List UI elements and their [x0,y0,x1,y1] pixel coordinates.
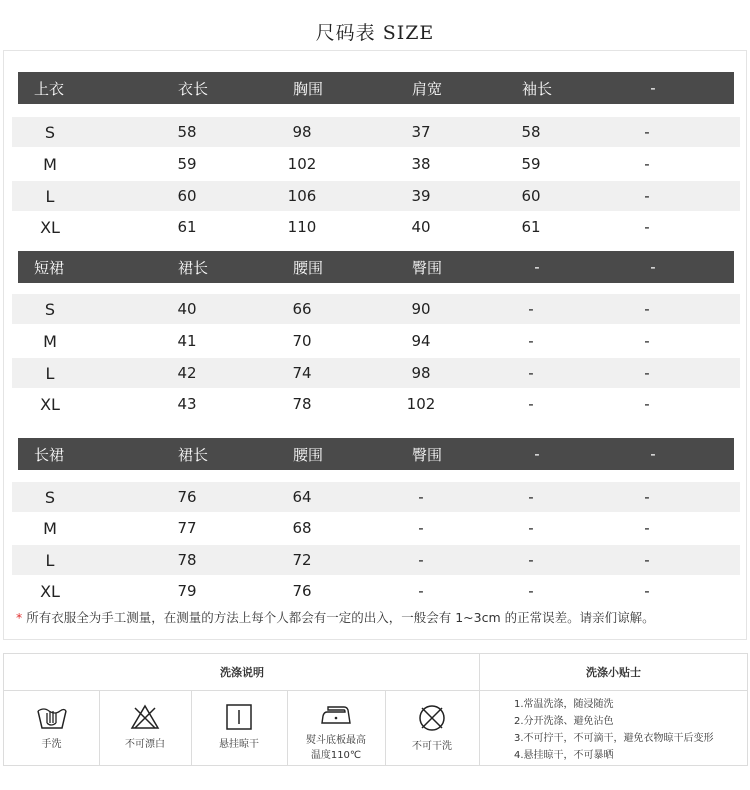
table-cell: - [418,488,424,506]
no-dry-clean-icon [417,703,447,733]
table-cell: - [418,582,424,600]
list-item: 4.悬挂晾干，不可暴晒 [514,750,614,761]
header-col-3: 肩宽 [411,79,442,98]
table-cell: - [644,332,650,350]
list-item: 3.不可拧干，不可滴干，避免衣物晾干后变形 [514,733,714,744]
table-cell: 68 [292,519,312,537]
table-cell: - [644,364,650,382]
table-cell: 64 [292,488,312,506]
table-cell: 77 [177,519,197,537]
care-item-no-bleach [99,691,191,765]
header-col-2: 胸围 [292,79,323,98]
size-label: XL [40,581,60,601]
header-category: 长裙 [34,445,65,464]
table-cell: 59 [521,155,541,173]
table-cell: - [528,332,534,350]
iron-icon [318,701,354,727]
table-cell: - [644,187,650,205]
table-cell: 61 [521,218,541,236]
table-cell: 106 [287,187,317,205]
size-label: XL [40,217,60,237]
table-cell: - [528,364,534,382]
page-title: 尺码表 SIZE [315,22,435,44]
header-col-5: - [650,258,656,276]
table-cell: 72 [292,551,312,569]
table-cell: 110 [287,218,317,236]
table-cell: 60 [177,187,197,205]
care-divider [479,654,480,765]
table-row [12,294,740,324]
table-cell: - [644,123,650,141]
size-label: L [45,550,55,570]
table-row [12,545,740,575]
header-col-1: 裙长 [177,258,208,277]
short-skirt-header [18,251,734,283]
table-cell: 58 [177,123,197,141]
note-asterisk: * [16,610,23,625]
size-label: L [45,363,55,383]
note-text: 所有衣服全为手工测量，在测量的方法上每个人都会有一定的出入，一般会有 1~3cm 的正常误差。请亲们谅解。 [26,610,655,625]
table-cell: 102 [406,395,436,413]
table-cell: - [528,488,534,506]
size-label: M [43,518,57,538]
table-cell: 41 [177,332,197,350]
table-row [12,326,740,356]
hang-dry-icon [225,703,253,731]
header-col-2: 腰围 [292,258,323,277]
table-row [12,212,740,242]
table-cell: - [418,551,424,569]
care-label: 悬挂晾干 [219,739,259,750]
care-instructions-title: 洗涤说明 [220,666,264,679]
no-bleach-icon [130,703,160,731]
table-row [12,117,740,147]
table-cell: 39 [411,187,431,205]
table-cell: 43 [177,395,197,413]
table-row [12,389,740,419]
table-cell: 78 [292,395,312,413]
table-cell: - [644,551,650,569]
table-cell: 58 [521,123,541,141]
table-cell: - [644,218,650,236]
table-row [12,576,740,606]
measurement-note [16,608,655,626]
table-row [12,482,740,512]
list-item: 1.常温洗涤，随浸随洗 [514,699,614,710]
table-cell: - [644,582,650,600]
header-col-1: 衣长 [177,79,208,98]
table-cell: - [644,519,650,537]
hand-wash-icon [35,703,69,731]
table-row [12,358,740,388]
table-cell: 76 [177,488,197,506]
table-cell: 59 [177,155,197,173]
care-label: 手洗 [41,739,62,750]
header-col-4: 袖长 [521,79,552,98]
size-label: S [44,299,56,319]
table-cell: 98 [292,123,312,141]
table-cell: - [644,300,650,318]
care-item-hand-wash [4,691,99,765]
care-panel [3,653,748,766]
table-cell: 98 [411,364,431,382]
header-col-3: 臀围 [411,445,442,464]
header-col-3: 臀围 [411,258,442,277]
long-skirt-header [18,438,734,470]
table-cell: 76 [292,582,312,600]
table-cell: - [418,519,424,537]
table-cell: 42 [177,364,197,382]
care-label: 不可干洗 [412,741,452,752]
table-row [12,513,740,543]
header-category: 上衣 [34,79,65,98]
care-label: 熨斗底板最高 [306,735,366,746]
table-cell: 94 [411,332,431,350]
care-item-hang-dry [191,691,287,765]
table-cell: - [528,551,534,569]
tops-header [18,72,734,104]
care-item-no-dry-clean [385,691,479,765]
table-cell: 79 [177,582,197,600]
size-label: L [45,186,55,206]
header-category: 短裙 [34,258,65,277]
size-label: M [43,331,57,351]
table-cell: 78 [177,551,197,569]
table-cell: 66 [292,300,312,318]
size-label: M [43,154,57,174]
table-cell: - [644,488,650,506]
table-cell: 40 [411,218,431,236]
table-cell: 40 [177,300,197,318]
care-item-iron [287,691,385,765]
table-cell: 61 [177,218,197,236]
table-cell: - [528,519,534,537]
table-cell: - [528,582,534,600]
size-label: S [44,487,56,507]
size-label: XL [40,394,60,414]
care-label: 不可漂白 [125,739,165,750]
list-item: 2.分开洗涤、避免沾色 [514,716,614,727]
table-cell: - [528,300,534,318]
table-cell: 60 [521,187,541,205]
header-col-4: - [534,258,540,276]
table-cell: - [644,395,650,413]
table-cell: 70 [292,332,312,350]
header-col-5: - [650,79,656,97]
size-label: S [44,122,56,142]
table-cell: 90 [411,300,431,318]
table-cell: 102 [287,155,317,173]
table-cell: - [528,395,534,413]
table-cell: 38 [411,155,431,173]
table-cell: 37 [411,123,431,141]
table-row [12,149,740,179]
table-cell: 74 [292,364,312,382]
care-label: 温度110℃ [310,750,362,761]
care-tips-list [514,696,714,764]
care-tips-title: 洗涤小贴士 [586,666,641,679]
header-col-5: - [650,445,656,463]
header-col-4: - [534,445,540,463]
header-col-1: 裙长 [177,445,208,464]
table-row [12,181,740,211]
table-cell: - [644,155,650,173]
header-col-2: 腰围 [292,445,323,464]
